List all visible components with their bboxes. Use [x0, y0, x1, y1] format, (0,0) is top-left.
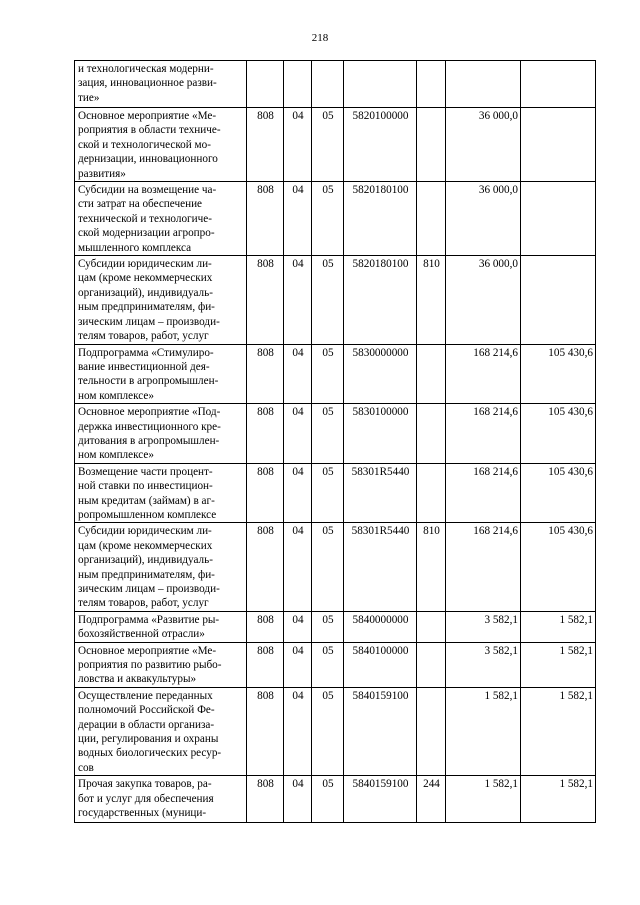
section-code-cell: 04: [284, 463, 312, 523]
expense-name-cell: Прочая закупка товаров, ра- бот и услуг для обеспечения государственных (муници-: [75, 776, 247, 823]
subsection-code-cell: 05: [312, 611, 344, 642]
amount-cell: 105 430,6: [521, 344, 596, 404]
table-row: [75, 182, 596, 256]
expense-name-cell: и технологическая модерни- зация, инновационное разви- тие»: [75, 61, 247, 108]
ministry-code-cell: 808: [247, 256, 284, 344]
table-row: [75, 776, 596, 823]
expense-type-cell: [417, 687, 446, 775]
amount-cell: [521, 256, 596, 344]
section-code-cell: 04: [284, 108, 312, 182]
expense-type-cell: [417, 108, 446, 182]
target-article-cell: 5840159100: [344, 687, 417, 775]
ministry-code-cell: 808: [247, 642, 284, 687]
expense-name-cell: Основное мероприятие «Ме- роприятия в области техниче- ской и технологической мо- дернизации, инновационного развития»: [75, 108, 247, 182]
expense-type-cell: [417, 61, 446, 108]
amount-cell: 1 582,1: [446, 776, 521, 823]
table-row: [75, 108, 596, 182]
page-number: 218: [311, 32, 329, 44]
section-code-cell: 04: [284, 344, 312, 404]
section-code-cell: 04: [284, 776, 312, 823]
target-article-cell: 5830100000: [344, 404, 417, 464]
ministry-code-cell: 808: [247, 523, 284, 611]
amount-cell: 168 214,6: [446, 344, 521, 404]
amount-cell: [521, 61, 596, 108]
ministry-code-cell: 808: [247, 463, 284, 523]
subsection-code-cell: 05: [312, 776, 344, 823]
table-row: [75, 611, 596, 642]
expense-type-cell: [417, 182, 446, 256]
expense-type-cell: [417, 344, 446, 404]
amount-cell: 168 214,6: [446, 523, 521, 611]
target-article-cell: 58301R5440: [344, 523, 417, 611]
amount-cell: 1 582,1: [521, 642, 596, 687]
amount-cell: 168 214,6: [446, 463, 521, 523]
table-row: [75, 523, 596, 611]
amount-cell: 36 000,0: [446, 256, 521, 344]
ministry-code-cell: 808: [247, 687, 284, 775]
amount-cell: 1 582,1: [446, 687, 521, 775]
amount-cell: [521, 182, 596, 256]
section-code-cell: 04: [284, 642, 312, 687]
target-article-cell: 58301R5440: [344, 463, 417, 523]
expense-name-cell: Основное мероприятие «Ме- роприятия по развитию рыбо- ловства и аквакультуры»: [75, 642, 247, 687]
table-row: [75, 642, 596, 687]
expense-name-cell: Субсидии юридическим ли- цам (кроме некоммерческих организаций), индивидуаль- ным предпринимателям, фи- зическим лицам – производи- телям товаров, работ, услуг: [75, 256, 247, 344]
table-row: [75, 687, 596, 775]
expense-name-cell: Субсидии на возмещение ча- сти затрат на обеспечение технической и технологиче- ской модернизации агропро- мышленного комплекса: [75, 182, 247, 256]
amount-cell: 105 430,6: [521, 404, 596, 464]
table-row: [75, 344, 596, 404]
section-code-cell: [284, 61, 312, 108]
target-article-cell: 5840100000: [344, 642, 417, 687]
expense-type-cell: [417, 404, 446, 464]
amount-cell: 36 000,0: [446, 108, 521, 182]
expense-type-cell: [417, 463, 446, 523]
target-article-cell: 5820180100: [344, 256, 417, 344]
budget-table: [74, 60, 596, 823]
expense-type-cell: 244: [417, 776, 446, 823]
subsection-code-cell: 05: [312, 404, 344, 464]
subsection-code-cell: [312, 61, 344, 108]
amount-cell: 105 430,6: [521, 463, 596, 523]
subsection-code-cell: 05: [312, 344, 344, 404]
ministry-code-cell: 808: [247, 404, 284, 464]
subsection-code-cell: 05: [312, 523, 344, 611]
ministry-code-cell: 808: [247, 776, 284, 823]
amount-cell: 1 582,1: [521, 776, 596, 823]
amount-cell: 3 582,1: [446, 642, 521, 687]
target-article-cell: [344, 61, 417, 108]
ministry-code-cell: 808: [247, 182, 284, 256]
expense-type-cell: 810: [417, 256, 446, 344]
section-code-cell: 04: [284, 523, 312, 611]
target-article-cell: 5840159100: [344, 776, 417, 823]
target-article-cell: 5820100000: [344, 108, 417, 182]
subsection-code-cell: 05: [312, 256, 344, 344]
expense-name-cell: Подпрограмма «Развитие ры- бохозяйственной отрасли»: [75, 611, 247, 642]
table-row: [75, 61, 596, 108]
amount-cell: [446, 61, 521, 108]
subsection-code-cell: 05: [312, 108, 344, 182]
amount-cell: 3 582,1: [446, 611, 521, 642]
section-code-cell: 04: [284, 687, 312, 775]
amount-cell: [521, 108, 596, 182]
section-code-cell: 04: [284, 182, 312, 256]
amount-cell: 1 582,1: [521, 611, 596, 642]
expense-type-cell: 810: [417, 523, 446, 611]
amount-cell: 105 430,6: [521, 523, 596, 611]
target-article-cell: 5840000000: [344, 611, 417, 642]
section-code-cell: 04: [284, 404, 312, 464]
ministry-code-cell: [247, 61, 284, 108]
table-body: [75, 61, 596, 823]
subsection-code-cell: 05: [312, 182, 344, 256]
amount-cell: 1 582,1: [521, 687, 596, 775]
ministry-code-cell: 808: [247, 611, 284, 642]
expense-name-cell: Осуществление переданных полномочий Российской Фе- дерации в области организа- ции, регулирования и охраны водных биологических ресур- сов: [75, 687, 247, 775]
table-row: [75, 404, 596, 464]
expense-type-cell: [417, 611, 446, 642]
expense-name-cell: Подпрограмма «Стимулиро- вание инвестиционной дея- тельности в агропромышлен- ном комплексе»: [75, 344, 247, 404]
ministry-code-cell: 808: [247, 344, 284, 404]
target-article-cell: 5820180100: [344, 182, 417, 256]
subsection-code-cell: 05: [312, 642, 344, 687]
expense-name-cell: Основное мероприятие «Под- держка инвестиционного кре- дитования в агропромышлен- ном комплексе»: [75, 404, 247, 464]
amount-cell: 36 000,0: [446, 182, 521, 256]
section-code-cell: 04: [284, 256, 312, 344]
section-code-cell: 04: [284, 611, 312, 642]
expense-name-cell: Возмещение части процент- ной ставки по инвестицион- ным кредитам (займам) в аг- ропромышленном комплексе: [75, 463, 247, 523]
expense-name-cell: Субсидии юридическим ли- цам (кроме некоммерческих организаций), индивидуаль- ным предпринимателям, фи- зическим лицам – производи- телям товаров, работ, услуг: [75, 523, 247, 611]
table-row: [75, 256, 596, 344]
subsection-code-cell: 05: [312, 463, 344, 523]
expense-type-cell: [417, 642, 446, 687]
amount-cell: 168 214,6: [446, 404, 521, 464]
target-article-cell: 5830000000: [344, 344, 417, 404]
ministry-code-cell: 808: [247, 108, 284, 182]
table-row: [75, 463, 596, 523]
subsection-code-cell: 05: [312, 687, 344, 775]
